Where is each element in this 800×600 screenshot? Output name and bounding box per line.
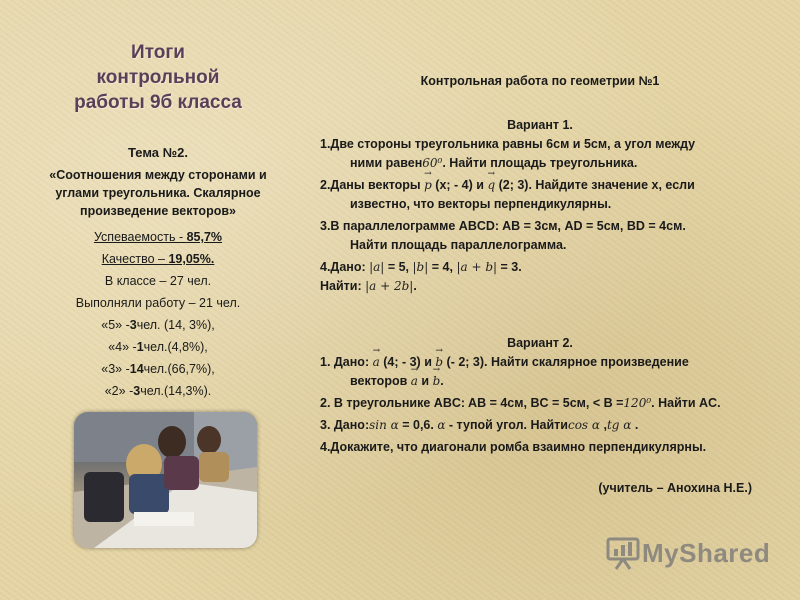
- v1-task-1: 1.Две стороны треугольника равны 6см и 5см, а угол между ними равен60⁰. Найти площадь треугольника.: [320, 137, 696, 170]
- classroom-photo: [74, 412, 257, 548]
- students-did-work: Выполняли работу – 21 чел.: [75, 296, 241, 310]
- myshared-logo: [606, 536, 771, 572]
- v1-task-4: 4.Дано: |a| = 5, |b| = 4, |a + b| = 3. Найти: |a + 2b|.: [320, 260, 522, 293]
- grade-2: «2» -3чел.(14,3%).: [104, 384, 212, 398]
- test-content: [320, 72, 760, 498]
- presentation-board-icon: [606, 536, 640, 570]
- success-rate: Успеваемость - 85,7%: [93, 230, 223, 244]
- students-in-class: В классе – 27 чел.: [104, 274, 212, 288]
- quality-rate: Качество – 19,05%.: [101, 252, 215, 266]
- classroom-photo-illustration: [74, 412, 257, 548]
- teacher-signature: (учитель – Анохина Н.Е.): [598, 481, 752, 495]
- v1-task-2: 2.Даны векторы → p (x; - 4) и → q (2; 3). Найдите значение х, если известно, что векторы перпендикулярны.: [320, 176, 760, 214]
- v2-task-2: 2. В треугольнике ABC: AB = 4см, BC = 5см, < B =120⁰. Найти AC.: [320, 396, 721, 410]
- variant-1-heading: Вариант 1.: [507, 118, 573, 132]
- v2-task-4: 4.Докажите, что диагонали ромба взаимно перпендикулярны.: [320, 440, 707, 454]
- grade-3: «3» -14чел.(66,7%),: [101, 362, 215, 376]
- grade-5: «5» -3чел. (14, 3%),: [101, 318, 215, 332]
- theme-heading: Тема №2.: [128, 145, 188, 160]
- page-title: Итоги контрольной работы 9б класса: [74, 42, 242, 113]
- grade-4: «4» -1чел.(4,8%),: [108, 340, 208, 354]
- v2-task-1: 1. Дано: → a (4; - 3) и → b (- 2; 3). Найти скалярное произведение векторов → a и → b.: [320, 353, 760, 391]
- variant-2-heading: Вариант 2.: [507, 336, 573, 350]
- v1-task-3: 3.В параллелограмме ABCD: AB = 3см, AD = 5см, BD = 4см. Найти площадь параллелограмма.: [320, 219, 686, 252]
- theme-description: «Соотношения между сторонами и углами треугольника. Скалярное произведение векторов»: [49, 168, 267, 218]
- logo-text: MyShared: [642, 538, 771, 568]
- left-column: [48, 40, 268, 402]
- v2-task-3: 3. Дано:sin α = 0,6. α - тупой угол. Найтиcos α ,tg α .: [320, 418, 639, 432]
- test-title: Контрольная работа по геометрии №1: [420, 74, 660, 88]
